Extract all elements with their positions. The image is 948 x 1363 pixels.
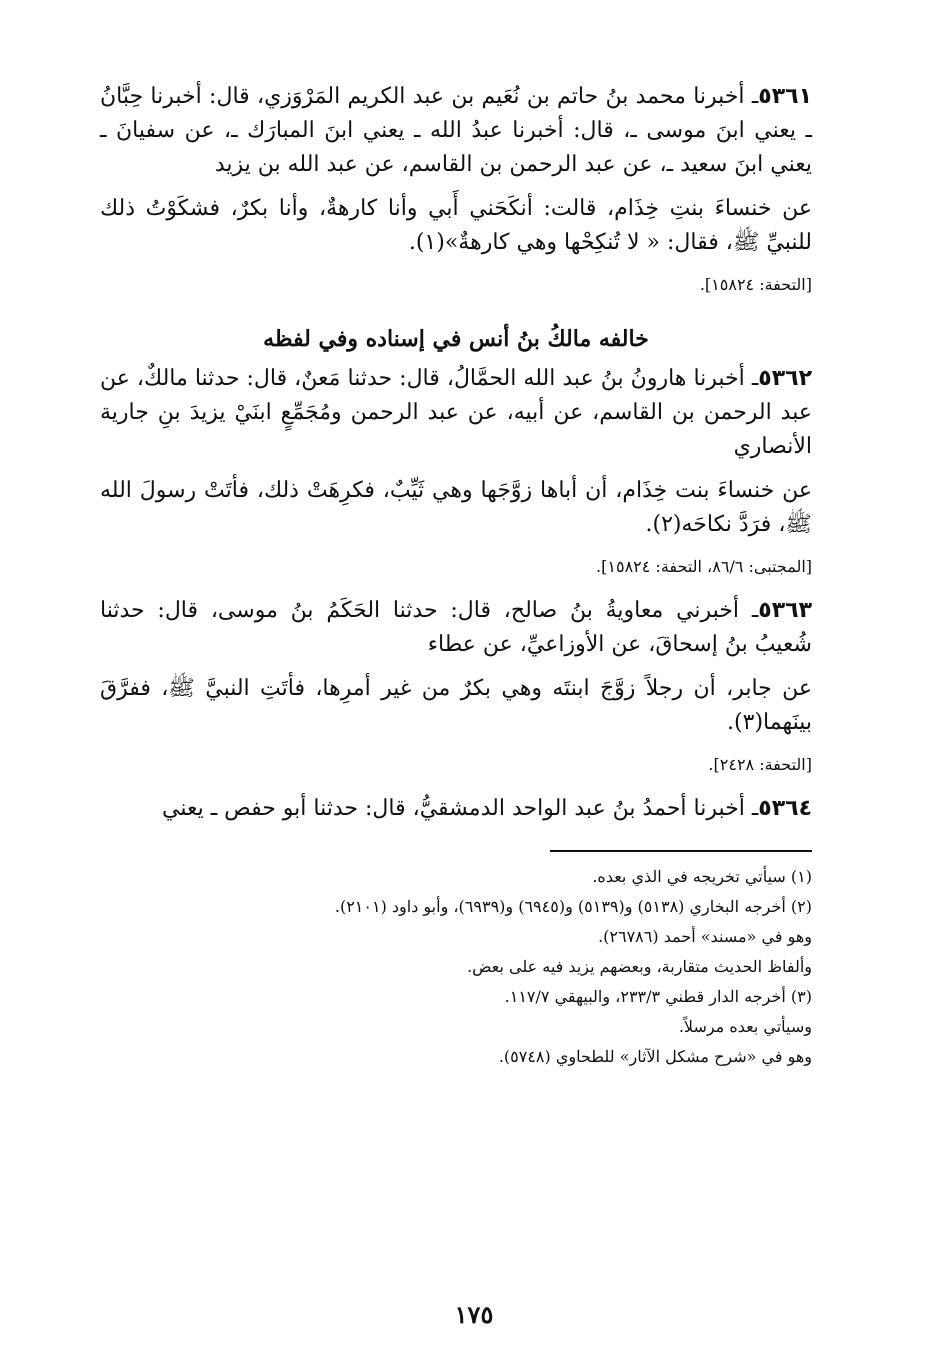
hadith-5364-isnad xyxy=(100,792,812,826)
hadith-5361-matn: عن خنساءَ بنتِ خِذَام، قالت: أنكَحَني أَبي وأنا كارهةٌ، وأنا بكرٌ، فشكَوْتُ ذلك للنبيِّ ﷺ، فقال: « لا تُنكِحْها وهي كارهةٌ»(١). xyxy=(100,196,812,255)
hadith-number: ٥٣٦١ xyxy=(758,84,812,109)
hadith-5361-ref: [التحفة: ١٥٨٢٤]. xyxy=(699,275,812,294)
footnote-3-cont-2: وهو في «شرح مشكل الآثار» للطحاوي (٥٧٤٨). xyxy=(498,1047,812,1066)
hadith-number: ٥٣٦٢ xyxy=(758,366,812,391)
footnote-2: (٢) أخرجه البخاري (٥١٣٨) و(٥١٣٩) و(٦٩٤٥) و(٦٩٣٩)، وأبو داود (٢١٠١). xyxy=(334,897,812,916)
footnote-3-cont-1: وسيأتي بعده مرسلاً. xyxy=(678,1017,812,1036)
hadith-number: ٥٣٦٣ xyxy=(758,598,812,623)
page-body xyxy=(100,80,812,1340)
hadith-number: ٥٣٦٤ xyxy=(758,796,812,821)
isnad-text: ـ أخبرنا أحمدُ بنُ عبد الواحد الدمشقيُّ، قال: حدثنا أبو حفص ـ يعني xyxy=(161,796,759,821)
hadith-5362-matn: عن خنساءَ بنت خِذَام، أن أباها زوَّجَها وهي ثَيِّبٌ، فكرِهَتْ ذلك، فأتَتْ رسولَ الله ﷺ، فرَدَّ نكاحَه(٢). xyxy=(100,478,812,537)
hadith-5361-isnad xyxy=(100,80,812,182)
page-number: ١٧٥ xyxy=(454,1300,494,1329)
section-heading: خالفه مالكُ بنُ أنس في إسناده وفي لفظه xyxy=(263,326,649,352)
footnote-divider xyxy=(550,850,812,852)
isnad-text: ـ أخبرنا هارونُ بنُ عبد الله الحمَّالُ، قال: حدثنا مَعنٌ، قال: حدثنا مالكٌ، عن عبد الرحمن بن القاسم، عن أبيه، عن عبد الرحمن ومُجَمِّعٍ ابنَيْ يزيدَ بنِ جارية الأنصاري xyxy=(100,366,812,459)
hadith-5363-isnad xyxy=(100,594,812,662)
footnote-2-cont-2: وألفاظ الحديث متقاربة، وبعضهم يزيد فيه على بعض. xyxy=(467,957,812,976)
isnad-text: ـ أخبرني معاويةُ بنُ صالح، قال: حدثنا الحَكَمُ بنُ موسى، قال: حدثنا شُعيبُ بنُ إسحاقَ، عن الأوزاعيِّ، عن عطاء xyxy=(100,598,812,657)
hadith-5363-ref: [التحفة: ٢٤٢٨]. xyxy=(708,755,812,774)
isnad-text: ـ أخبرنا محمد بنُ حاتم بن نُعَيم بن عبد الكريم المَرْوَزي، قال: أخبرنا حِبَّانُ ـ يعني ابنَ موسى ـ، قال: أخبرنا عبدُ الله ـ يعني ابنَ المبارَك ـ، عن سفيانَ ـ يعني ابنَ سعيد ـ، عن عبد الرحمن بن القاسم، عن عبد الله بن يزيد xyxy=(100,84,812,177)
footnote-3: (٣) أخرجه الدار قطني ٢٣٣/٣، والبيهقي ١١٧/٧. xyxy=(504,987,812,1006)
footnote-1: (١) سيأتي تخريجه في الذي بعده. xyxy=(592,867,812,886)
hadith-5362-isnad xyxy=(100,362,812,464)
hadith-5363-matn: عن جابر، أن رجلاً زوَّجَ ابنتَه وهي بكرٌ من غير أمرِها، فأتَتِ النبيَّ ﷺ، ففرَّقَ بينَهما(٣). xyxy=(100,676,812,735)
footnote-2-cont-1: وهو في «مسند» أحمد (٢٦٧٨٦). xyxy=(598,927,812,946)
hadith-5362-ref: [المجتبى: ٨٦/٦، التحفة: ١٥٨٢٤]. xyxy=(596,557,812,576)
